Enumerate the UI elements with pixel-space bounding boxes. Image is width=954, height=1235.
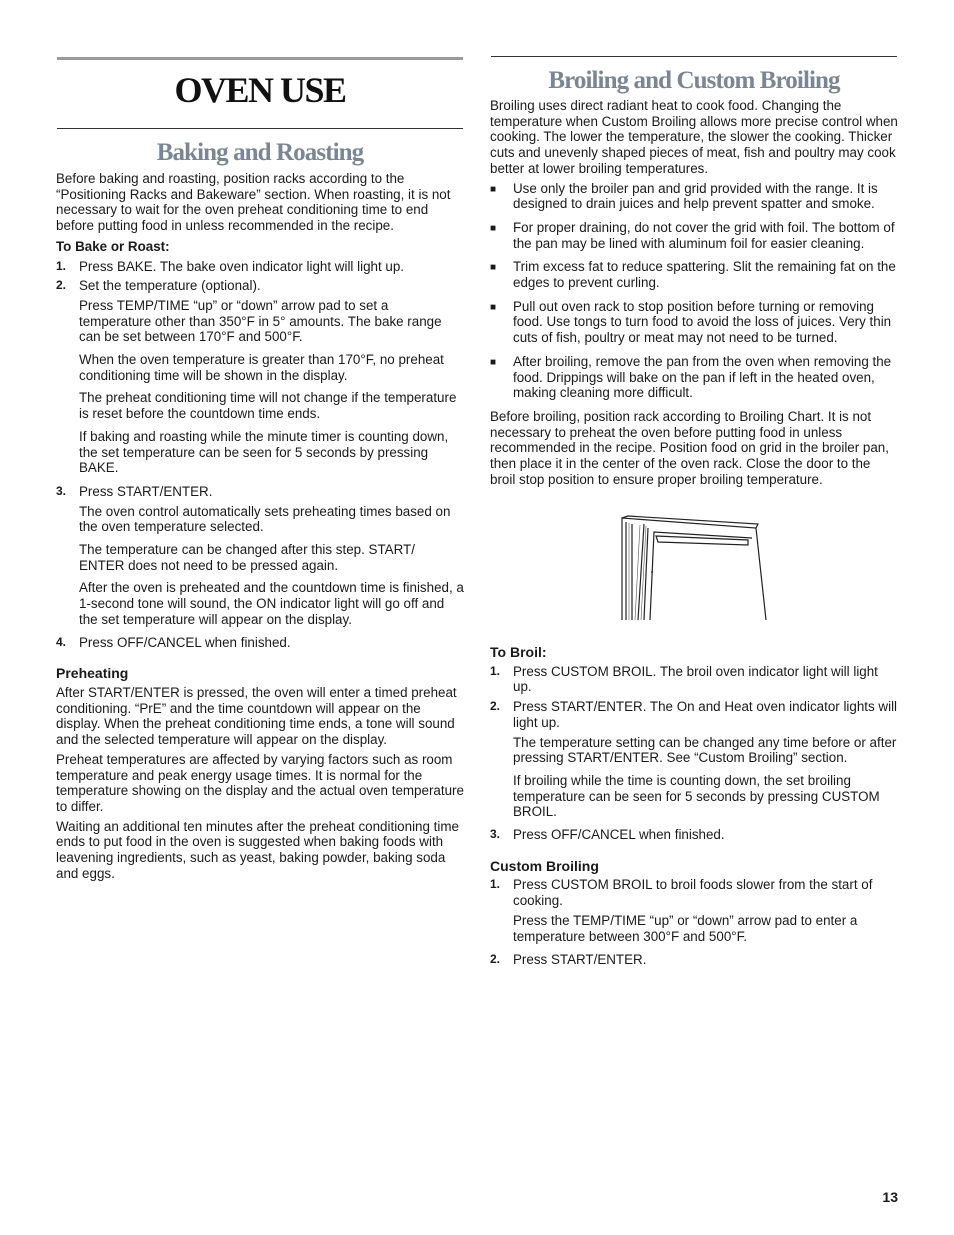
bake-step-3: 3. Press START/ENTER.: [56, 483, 213, 499]
bake-step-3-note: The temperature can be changed after this step. START/ ENTER does not need to be pressed again.: [79, 542, 415, 573]
baking-intro: Before baking and roasting, position racks according to the “Positioning Racks and Bakeware” section. When roasting, it is not necessary to wait for the oven preheat conditioning time to end before putting food in unless recommended in the recipe.: [56, 171, 451, 234]
oven-door-illustration: [618, 514, 770, 622]
broiling-bullet: ■ After broiling, remove the pan from the oven when removing the food. Drippings will bake on the pan if left in the heated oven, making cleaning more difficult.: [490, 353, 892, 401]
section-title-broiling: Broiling and Custom Broiling: [548, 67, 840, 94]
baking-content: [56, 171, 464, 881]
top-rule-right: [491, 56, 897, 57]
title-underline: [57, 128, 463, 129]
preheating-paragraph: Waiting an additional ten minutes after the preheat conditioning time ends to put food in the oven is suggested when baking foods with leavening ingredients, such as yeast, baking powder, baking soda and eggs.: [56, 818, 459, 881]
preheating-heading: Preheating: [56, 665, 129, 682]
broil-step-3: 3. Press OFF/CANCEL when finished.: [490, 827, 725, 843]
square-bullet-icon: ■: [490, 301, 497, 313]
to-bake-subheading: To Bake or Roast:: [56, 238, 170, 254]
square-bullet-icon: ■: [490, 262, 497, 274]
custom-broil-step-1: 1. Press CUSTOM BROIL to broil foods slower from the start of cooking.: [490, 877, 873, 909]
broiling-bullet: ■ Trim excess fat to reduce spattering. Slit the remaining fat on the edges to prevent curling.: [490, 259, 896, 291]
to-broil-heading: To Broil:: [490, 644, 547, 660]
bake-step-4: 4. Press OFF/CANCEL when finished.: [56, 634, 291, 650]
broiling-bullet: ■ For proper draining, do not cover the grid with foil. The bottom of the pan may be lined with aluminum foil for easier cleaning.: [490, 219, 895, 251]
square-bullet-icon: ■: [490, 222, 497, 234]
bake-step-1: 1. Press BAKE. The bake oven indicator light will light up.: [56, 258, 405, 274]
section-title-baking: Baking and Roasting: [156, 139, 364, 166]
broil-step-2-note: If broiling while the time is counting down, the set broiling temperature can be seen for 5 seconds by pressing CUSTOM BROIL.: [513, 772, 880, 820]
broiling-bullet: ■ Pull out oven rack to stop position before turning or removing food. Use tongs to turn food to avoid the loss of juices. Very thin cuts of fish, poultry or meat may not need to be turned.: [490, 298, 892, 346]
bake-step-3-note: After the oven is preheated and the countdown time is finished, a 1-second tone will sound, the ON indicator light will go off and the set temperature will appear on the display.: [79, 580, 464, 627]
bake-step-2-note: If baking and roasting while the minute timer is counting down, the set temperature can be seen for 5 seconds by pressing BAKE.: [79, 428, 449, 476]
broil-step-1: 1. Press CUSTOM BROIL. The broil oven indicator light will light up.: [490, 663, 878, 695]
broiling-content-top: [490, 98, 898, 487]
bake-step-2-note: The preheat conditioning time will not change if the temperature is reset before the countdown time ends.: [79, 390, 457, 422]
bake-step-2: 2. Set the temperature (optional).: [56, 278, 261, 294]
page-title: OVEN USE: [174, 70, 346, 110]
custom-broil-step-1-note: Press the TEMP/TIME “up” or “down” arrow pad to enter a temperature between 300°F and 500°F.: [513, 912, 858, 944]
broiling-bullet: ■ Use only the broiler pan and grid provided with the range. It is designed to drain juices and help prevent spatter and smoke.: [490, 180, 878, 212]
bake-step-3-note: The oven control automatically sets preheating times based on the oven temperature selected.: [79, 503, 451, 535]
broil-step-2-note: The temperature setting can be changed any time before or after pressing START/ENTER. See “Custom Broiling” section.: [513, 734, 897, 766]
bake-step-2-note: Press TEMP/TIME “up” or “down” arrow pad to set a temperature other than 350°F in 5° amounts. The bake range can be set between 170°F and 500°F.: [79, 297, 442, 345]
preheating-paragraph: Preheat temperatures are affected by varying factors such as room temperature and peak energy usage times. It is normal for the temperature showing on the display and the actual oven temperature to differ.: [56, 751, 464, 814]
broiling-intro: Broiling uses direct radiant heat to cook food. Changing the temperature when Custom Broiling allows more precise control when cooking. The lower the temperature, the slower the cooking. Thicker cuts and unevenly shaped pieces of meat, fish and poultry may cook better at lower broiling temperatures.: [490, 98, 898, 176]
top-rule-left: [57, 57, 463, 60]
preheating-paragraph: After START/ENTER is pressed, the oven will enter a timed preheat conditioning. “PrE” and the time countdown will appear on the display. When the preheat conditioning time ends, a tone will sound and the selected temperature will appear on the display.: [56, 684, 457, 748]
square-bullet-icon: ■: [490, 183, 497, 195]
page-number: 13: [882, 1189, 898, 1205]
broil-step-2: 2. Press START/ENTER. The On and Heat oven indicator lights will light up.: [490, 699, 898, 730]
bake-step-2-note: When the oven temperature is greater than 170°F, no preheat conditioning time will be shown in the display.: [79, 352, 444, 383]
custom-broil-step-2: 2. Press START/ENTER.: [490, 952, 647, 968]
before-broiling-paragraph: Before broiling, position rack according to Broiling Chart. It is not necessary to preheat the oven before putting food in unless recommended in the recipe. Position food on grid in the broiler pan, then place it in the center of the oven rack. Close the door to the broil stop position to ensure proper broiling temperature.: [490, 408, 889, 487]
square-bullet-icon: ■: [490, 356, 497, 368]
broiling-content-bottom: [490, 645, 898, 968]
custom-broiling-heading: Custom Broiling: [490, 857, 599, 874]
